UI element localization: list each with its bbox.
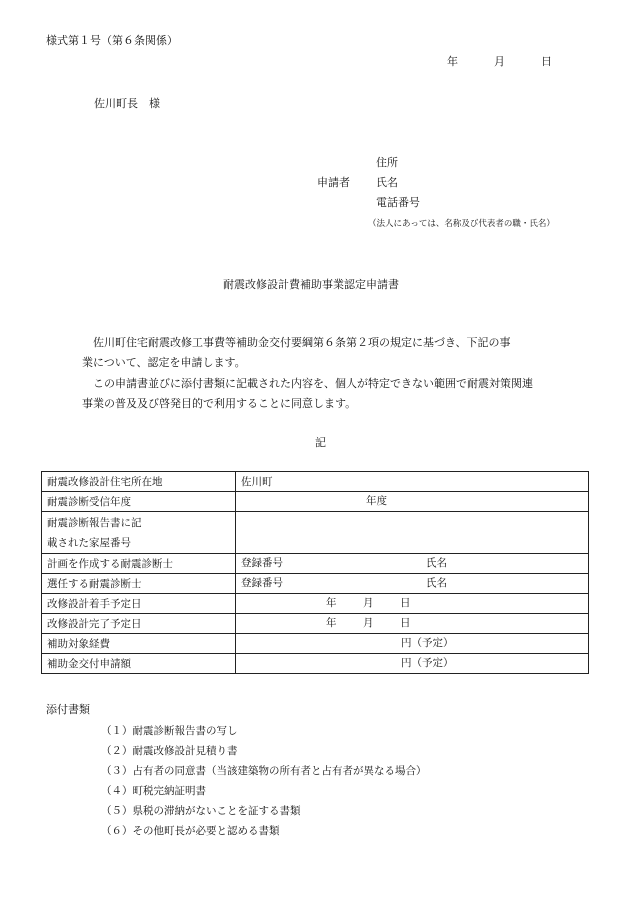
table-label-cell: 改修設計完了予定日	[42, 614, 236, 634]
table-label-cell: 選任する耐震診断士	[42, 574, 236, 594]
table-row	[42, 472, 589, 492]
applicant-name-label: 氏名	[376, 176, 398, 189]
addressee: 佐川町長 様	[94, 97, 160, 110]
applicant-address-label: 住所	[376, 156, 398, 169]
paragraph1-line2: 業について、認定を申請します。	[82, 356, 246, 369]
paragraph2-line2: 事業の普及及び啓発目的で利用することに同意します。	[82, 397, 357, 410]
house-number-label-line2: 載された家屋番号	[47, 536, 131, 549]
paragraph2-line1: この申請書並びに添付書類に記載された内容を、個人が特定できない範囲で耐震対策関連	[93, 377, 533, 390]
applicant-phone-label: 電話番号	[376, 196, 420, 209]
date-day-label: 日	[541, 55, 552, 68]
date-year-label: 年	[447, 55, 458, 68]
amount-cell	[236, 654, 589, 674]
applicant-label: 申請者	[317, 176, 350, 189]
diagnostician-name-label: 氏名	[426, 557, 447, 569]
address-value-cell: 佐川町	[236, 472, 589, 492]
amount-yen-label: 円（予定）	[401, 657, 454, 669]
attachment-item: （４）町税完納証明書	[101, 785, 206, 797]
table-row	[42, 554, 589, 574]
month-label: 月	[363, 617, 374, 629]
date-cell	[236, 614, 589, 634]
year-label: 年	[326, 597, 337, 609]
table-label-cell: 耐震改修設計住宅所在地	[42, 472, 236, 492]
table-label-cell: 改修設計着手予定日	[42, 594, 236, 614]
attachment-item: （１）耐震診断報告書の写し	[101, 725, 238, 737]
ki-heading: 記	[315, 436, 326, 449]
year-label: 年	[326, 617, 337, 629]
table-row	[42, 492, 589, 512]
document-title: 耐震改修設計費補助事業認定申請書	[223, 278, 399, 291]
fiscal-year-cell	[236, 492, 589, 512]
table-label-cell: 耐震診断受信年度	[42, 492, 236, 512]
diagnostician-cell	[236, 574, 589, 594]
registration-number-label: 登録番号	[241, 577, 283, 589]
amount-yen-label: 円（予定）	[401, 637, 454, 649]
attachment-item: （５）県税の滞納がないことを証する書類	[101, 805, 301, 817]
attachment-item: （３）占有者の同意書（当該建築物の所有者と占有者が異なる場合）	[101, 765, 427, 777]
diagnostician-name-label: 氏名	[426, 577, 447, 589]
paragraph1-line1: 佐川町住宅耐震改修工事費等補助金交付要綱第６条第２項の規定に基づき、下記の事	[93, 336, 511, 349]
month-label: 月	[363, 597, 374, 609]
attachment-item: （２）耐震改修設計見積り書	[101, 745, 238, 757]
date-month-label: 月	[494, 55, 505, 68]
table-row	[42, 574, 589, 594]
day-label: 日	[400, 617, 411, 629]
registration-number-label: 登録番号	[241, 557, 283, 569]
day-label: 日	[400, 597, 411, 609]
house-number-label-line1: 耐震診断報告書に記	[47, 516, 142, 529]
table-row	[42, 594, 589, 614]
date-cell	[236, 594, 589, 614]
table-label-cell: 補助金交付申請額	[42, 654, 236, 674]
form-number: 様式第１号（第６条関係）	[46, 34, 178, 47]
table-row	[42, 634, 589, 654]
table-row	[42, 512, 589, 554]
application-table	[41, 471, 589, 674]
diagnostician-cell	[236, 554, 589, 574]
table-label-cell: 補助対象経費	[42, 634, 236, 654]
applicant-corporate-note: （法人にあっては、名称及び代表者の職・氏名）	[368, 219, 555, 229]
house-number-value-cell	[236, 512, 589, 554]
attachments-heading: 添付書類	[46, 703, 90, 716]
table-label-cell: 計画を作成する耐震診断士	[42, 554, 236, 574]
attachment-item: （６）その他町長が必要と認める書類	[101, 825, 280, 837]
table-label-cell	[42, 512, 236, 554]
fiscal-year-suffix: 年度	[366, 495, 387, 507]
table-row	[42, 614, 589, 634]
amount-cell	[236, 634, 589, 654]
table-row	[42, 654, 589, 674]
